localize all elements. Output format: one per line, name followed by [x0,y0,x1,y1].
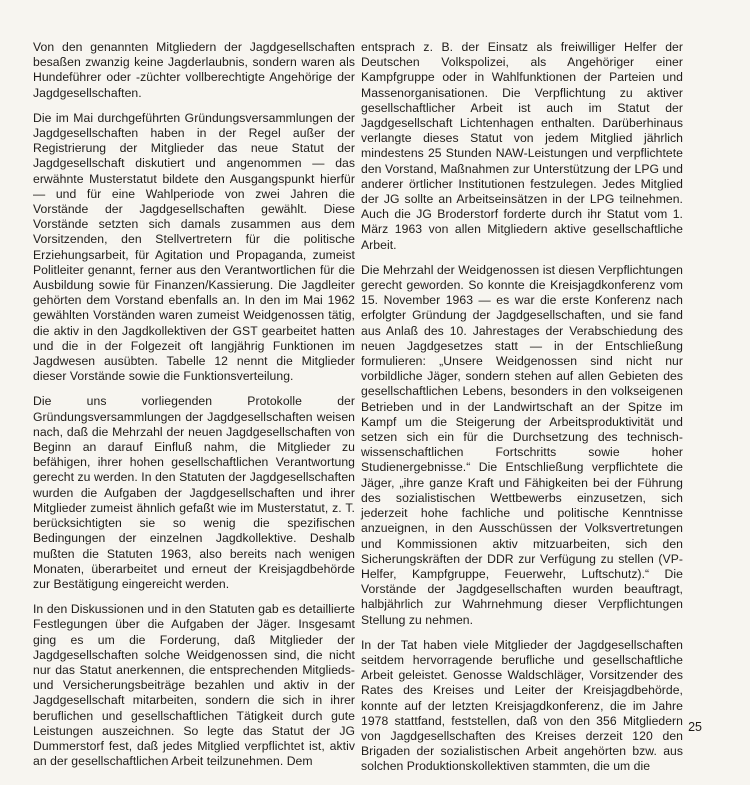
paragraph: entsprach z. B. der Einsatz als freiwilliger Helfer der Deutschen Volkspolizei, als Angehöriger einer Kampfgruppe oder in Wahlfunktionen der Parteien und Massenorganisationen. Die Verpflichtung zu aktiver gesellschaftlicher Arbeit ist auch im Statut der Jagdgesellschaft Lichtenhagen enthalten. Darüberhinaus verlangte dieses Statut von jedem Mitglied jährlich mindestens 25 Stunden NAW-Leistungen und verpflichtete den Vorstand, Maßnahmen zur Unterstützung der LPG und anderer örtlicher Institutionen festzulegen. Jedes Mitglied der JG sollte an Arbeitseinsätzen in der LPG teilnehmen. Auch die JG Broderstorf forderte durch ihr Statut vom 1. März 1963 von allen Mitgliedern aktive gesellschaftliche Arbeit. [361,40,683,252]
paragraph: Von den genannten Mitgliedern der Jagdgesellschaften besaßen zwanzig keine Jagderlaubnis, sondern waren als Hundeführer oder -züchter vollberechtigte Angehörige der Jagdgesellschaften. [33,40,355,100]
paragraph: Die Mehrzahl der Weidgenossen ist diesen Verpflichtungen gerecht geworden. So konnte die Kreisjagdkonferenz vom 15. November 1963 — es war die erste Konferenz nach erfolgter Gründung der Jagdgesellschaften, und sie fand aus Anlaß des 10. Jahrestages der Verabschiedung des neuen Jagdgesetzes statt — in der Entschließung formulieren: „Unsere Weidgenossen sind nicht nur vorbildliche Jäger, sondern stehen auf allen Gebieten des gesellschaftlichen Lebens, besonders in den volkseigenen Betrieben und in der Landwirtschaft an der Spitze im Kampf um die Steigerung der Arbeitsproduktivität und setzen sich ein für die Durchsetzung des technisch-wissenschaftlichen Fortschritts sowie hoher Studienergebnisse.“ Die Entschließung verpflichtete die Jäger, „ihre ganze Kraft und Fähigkeiten bei der Führung des sozialistischen Wettbewerbs einzusetzen, sich jederzeit hohe fachliche und politische Kenntnisse anzueignen, in den Ausschüssen der Volksvertretungen und Kommissionen aktiv mitzuarbeiten, sich den Sicherungskräften der DDR zur Verfügung zu stellen (VP-Helfer, Kampfgruppe, Feuerwehr, Luftschutz).“ Die Vorstände der Jagdgesellschaften wurden beauftragt, halbjährlich zur Wahrnehmung dieser Verpflichtungen Stellung zu nehmen. [361,262,683,627]
paragraph: In den Diskussionen und in den Statuten gab es detaillierte Festlegungen über die Aufgaben der Jäger. Insgesamt ging es um die Forderung, daß Mitglieder der Jagdgesellschaften solche Weidgenossen sind, die nicht nur das Statut anerkennen, die entsprechenden Mitglieds- und Versicherungsbeiträge bezahlen und aktiv in der Jagdgesellschaft mitarbeiten, sondern die sich in ihrer beruflichen und gesellschaftlichen Tätigkeit durch gute Leistungen auszeichnen. So legte das Statut der JG Dummerstorf fest, daß jedes Mitglied verpflichtet ist, aktiv an der gesellschaftlichen Arbeit teilzunehmen. Dem [33,602,355,769]
right-column [361,40,683,785]
paragraph: In der Tat haben viele Mitglieder der Jagdgesellschaften seitdem hervorragende berufliche und gesellschaftliche Arbeit geleistet. Genosse Waldschläger, Vorsitzender des Rates des Kreises und Leiter der Kreisjagdbehörde, konnte auf der letzten Kreisjagdkonferenz, die im Jahre 1978 stattfand, feststellen, daß von den 356 Mitgliedern von Jagdgesellschaften des Kreises derzeit 120 den Brigaden der sozialistischen Arbeit angehörten bzw. aus solchen Produktionskollektiven stammten, die um die [361,637,683,774]
paragraph: Die im Mai durchgeführten Gründungsversammlungen der Jagdgesellschaften haben in der Regel außer der Registrierung der Mitglieder das neue Statut der Jagdgesellschaft diskutiert und angenommen — das erwähnte Musterstatut bildete den Ausgangspunkt hierfür — und für eine Wahlperiode von zwei Jahren die Vorstände der Jagdgesellschaften gewählt. Diese Vorstände setzten sich damals zusammen aus dem Vorsitzenden, den Stellvertretern für die politische Erziehungsarbeit, für Agitation und Propaganda, zumeist Politleiter genannt, ferner aus den Verantwortlichen für die Ausbildung sowie für Finanzen/Kassierung. Die Jagdleiter gehörten dem Vorstand ebenfalls an. In den im Mai 1962 gewählten Vorständen waren zumeist Weidgenossen tätig, die aktiv in den Jagdkollektiven der GST gearbeitet hatten und die in der Folgezeit oft langjährig Funktionen im Jagdwesen ausübten. Tabelle 12 nennt die Mitglieder dieser Vorstände sowie die Funktionsverteilung. [33,110,355,384]
paragraph: Die uns vorliegenden Protokolle der Gründungsversammlungen der Jagdgesellschaften weisen nach, daß die Mehrzahl der neuen Jagdgesellschaften von Beginn an darauf Einfluß nahm, die Mitglieder zu befähigen, ihrer hohen gesellschaftlichen Verantwortung gerecht zu werden. In den Statuten der Jagdgesellschaften wurden die Aufgaben der Jagdgesellschaften und ihrer Mitglieder zumeist ähnlich gefaßt wie im Musterstatut, z. T. berücksichtigten sie so wenig die spezifischen Bedingungen der einzelnen Jagdkollektive. Deshalb mußten die Statuten 1963, also bereits nach wenigen Monaten, überarbeitet und erneut der Kreisjagdbehörde zur Bestätigung eingereicht werden. [33,394,355,591]
page-number: 25 [688,720,702,734]
left-column [33,40,355,779]
